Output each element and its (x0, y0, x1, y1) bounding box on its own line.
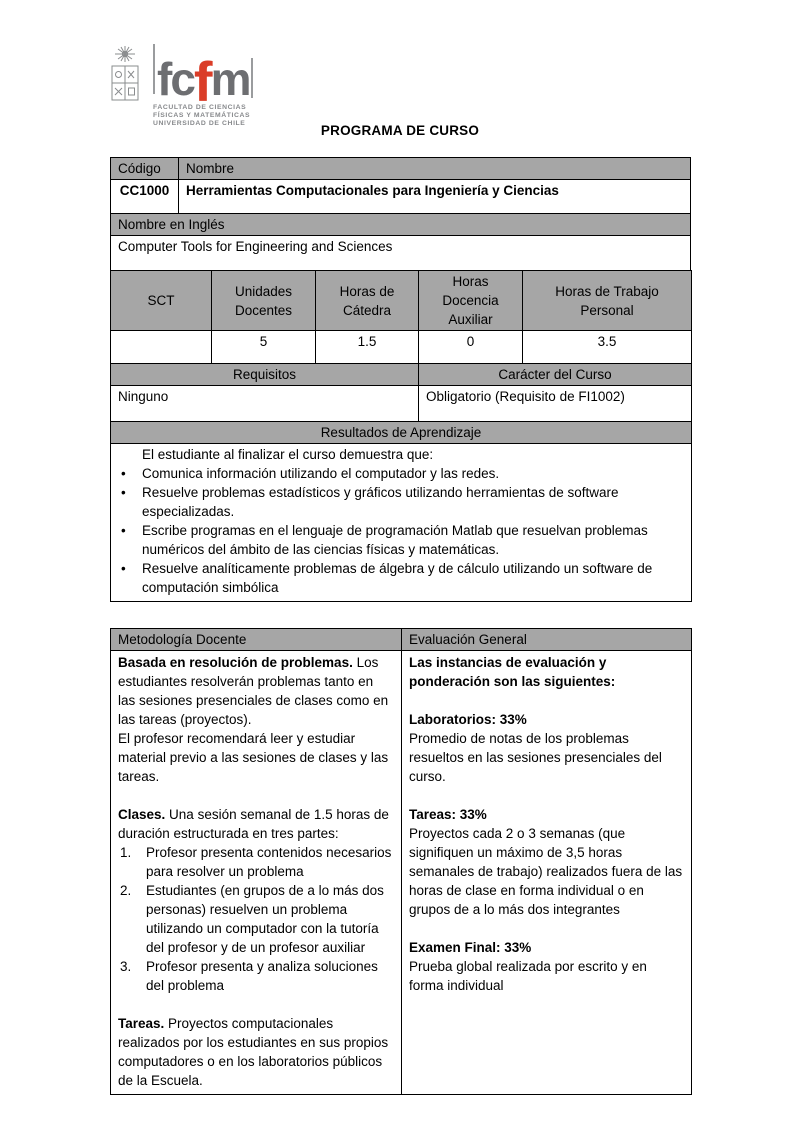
evaluacion-section-body: Prueba global realizada por escrito y en forma individual (409, 959, 647, 993)
horas-trabajo-value-cell: 3.5 (523, 331, 692, 364)
codigo-value-cell: CC1000 (111, 180, 179, 214)
resultados-bullet-list (118, 464, 684, 597)
nombre-value-cell: Herramientas Computacionales para Ingeniería y Ciencias (179, 180, 691, 214)
resultado-item: • Comunica información utilizando el computador y las redes. (118, 464, 684, 483)
sct-value-cell (111, 331, 212, 364)
logo-caption-line: FACULTAD DE CIENCIAS (153, 104, 247, 111)
resultado-item: • Resuelve problemas estadísticos y gráficos utilizando herramientas de software especializadas. (118, 483, 684, 521)
horas-trabajo-header-cell: Horas de Trabajo Personal (523, 271, 692, 331)
resultados-content-cell (111, 444, 692, 602)
horas-docencia-header-cell: Horas Docencia Auxiliar (419, 271, 523, 331)
methodology-evaluation-table (110, 628, 692, 1095)
evaluacion-section-title: Laboratorios: 33% (409, 712, 527, 727)
clases-step-list (118, 843, 394, 995)
page-title: PROGRAMA DE CURSO (320, 123, 480, 138)
resultado-item: • Resuelve analíticamente problemas de álgebra y de cálculo utilizando un software de computación simbólica (118, 559, 684, 597)
tareas-paragraph: Tareas. Proyectos computacionales realizados por los estudiantes en sus propios computadores o en los laboratorios públicos de la Escuela. (118, 1016, 389, 1088)
logo-letter-f-red: f (193, 50, 211, 114)
fcfm-logo (107, 44, 253, 128)
metodologia-content-cell (111, 651, 402, 1095)
unidades-docentes-header-cell: Unidades Docentes (212, 271, 316, 331)
evaluacion-header-cell: Evaluación General (402, 629, 692, 651)
clases-paragraph: Clases. Una sesión semanal de 1.5 horas de duración estructurada en tres partes: (118, 807, 389, 841)
resultado-item: • Escribe programas en el lenguaje de programación Matlab que resuelvan problemas numéricos del ámbito de las ciencias físicas y matemáticas. (118, 521, 684, 559)
university-crest-icon (107, 46, 143, 112)
codigo-header-cell: Código (111, 158, 179, 180)
caracter-header-cell: Carácter del Curso (419, 364, 692, 386)
spacer (409, 786, 684, 805)
requisitos-header-cell: Requisitos (111, 364, 419, 386)
nombre-ingles-value-cell: Computer Tools for Engineering and Sciences (111, 236, 691, 271)
logo-text-block (153, 44, 253, 128)
caracter-value-cell: Obligatorio (Requisito de FI1002) (419, 386, 692, 422)
evaluacion-content-cell (402, 651, 692, 1095)
nombre-ingles-header-cell: Nombre en Inglés (111, 214, 691, 236)
resultados-header-cell: Resultados de Aprendizaje (111, 422, 692, 444)
horas-docencia-value-cell: 0 (419, 331, 523, 364)
logo-letter-m: m (210, 53, 250, 106)
logo-letters-fc: fc (157, 53, 194, 106)
spacer (409, 691, 684, 710)
metodologia-paragraph: Basada en resolución de problemas. Los estudiantes resolverán problemas tanto en las sesiones presenciales de clases como en las tareas (proyectos). (118, 655, 389, 727)
evaluacion-intro: Las instancias de evaluación y ponderación son las siguientes: (409, 655, 616, 689)
spacer (118, 995, 394, 1014)
horas-catedra-value-cell: 1.5 (316, 331, 419, 364)
clases-step: Profesor presenta y analiza soluciones del problema (146, 959, 378, 993)
sct-header-cell: SCT (111, 271, 212, 331)
logo-caption-line: FÍSICAS Y MATEMÁTICAS (153, 112, 251, 119)
logo-caption-line: UNIVERSIDAD DE CHILE (153, 120, 246, 127)
requisitos-value-cell: Ninguno (111, 386, 419, 422)
clases-step: Profesor presenta contenidos necesarios para resolver un problema (146, 845, 392, 879)
metodologia-header-cell: Metodología Docente (111, 629, 402, 651)
course-id-table (110, 157, 691, 271)
horas-catedra-header-cell: Horas de Cátedra (316, 271, 419, 331)
clases-step: Estudiantes (en grupos de a lo más dos personas) resuelven un problema utilizando un computador con la tutoría del profesor y de un profesor auxiliar (146, 883, 384, 955)
credits-table (110, 270, 692, 602)
metodologia-paragraph: El profesor recomendará leer y estudiar material previo a las sesiones de clases y las tareas. (118, 731, 389, 784)
evaluacion-section-body: Proyectos cada 2 o 3 semanas (que signifiquen un máximo de 3,5 horas semanales de trabajo) realizados fuera de las horas de clase en forma individual o en grupos de a lo más dos integrantes (409, 826, 683, 917)
evaluacion-section-body: Promedio de notas de los problemas resueltos en las sesiones presenciales del curso. (409, 731, 662, 784)
unidades-docentes-value-cell: 5 (212, 331, 316, 364)
nombre-header-cell: Nombre (179, 158, 691, 180)
evaluacion-section-title: Examen Final: 33% (409, 940, 532, 955)
logo-right-rule (251, 58, 253, 98)
spacer (409, 919, 684, 938)
spacer (118, 786, 394, 805)
resultados-intro: El estudiante al finalizar el curso demuestra que: (142, 447, 434, 462)
document-body (110, 157, 691, 1095)
evaluacion-section-title: Tareas: 33% (409, 807, 487, 822)
